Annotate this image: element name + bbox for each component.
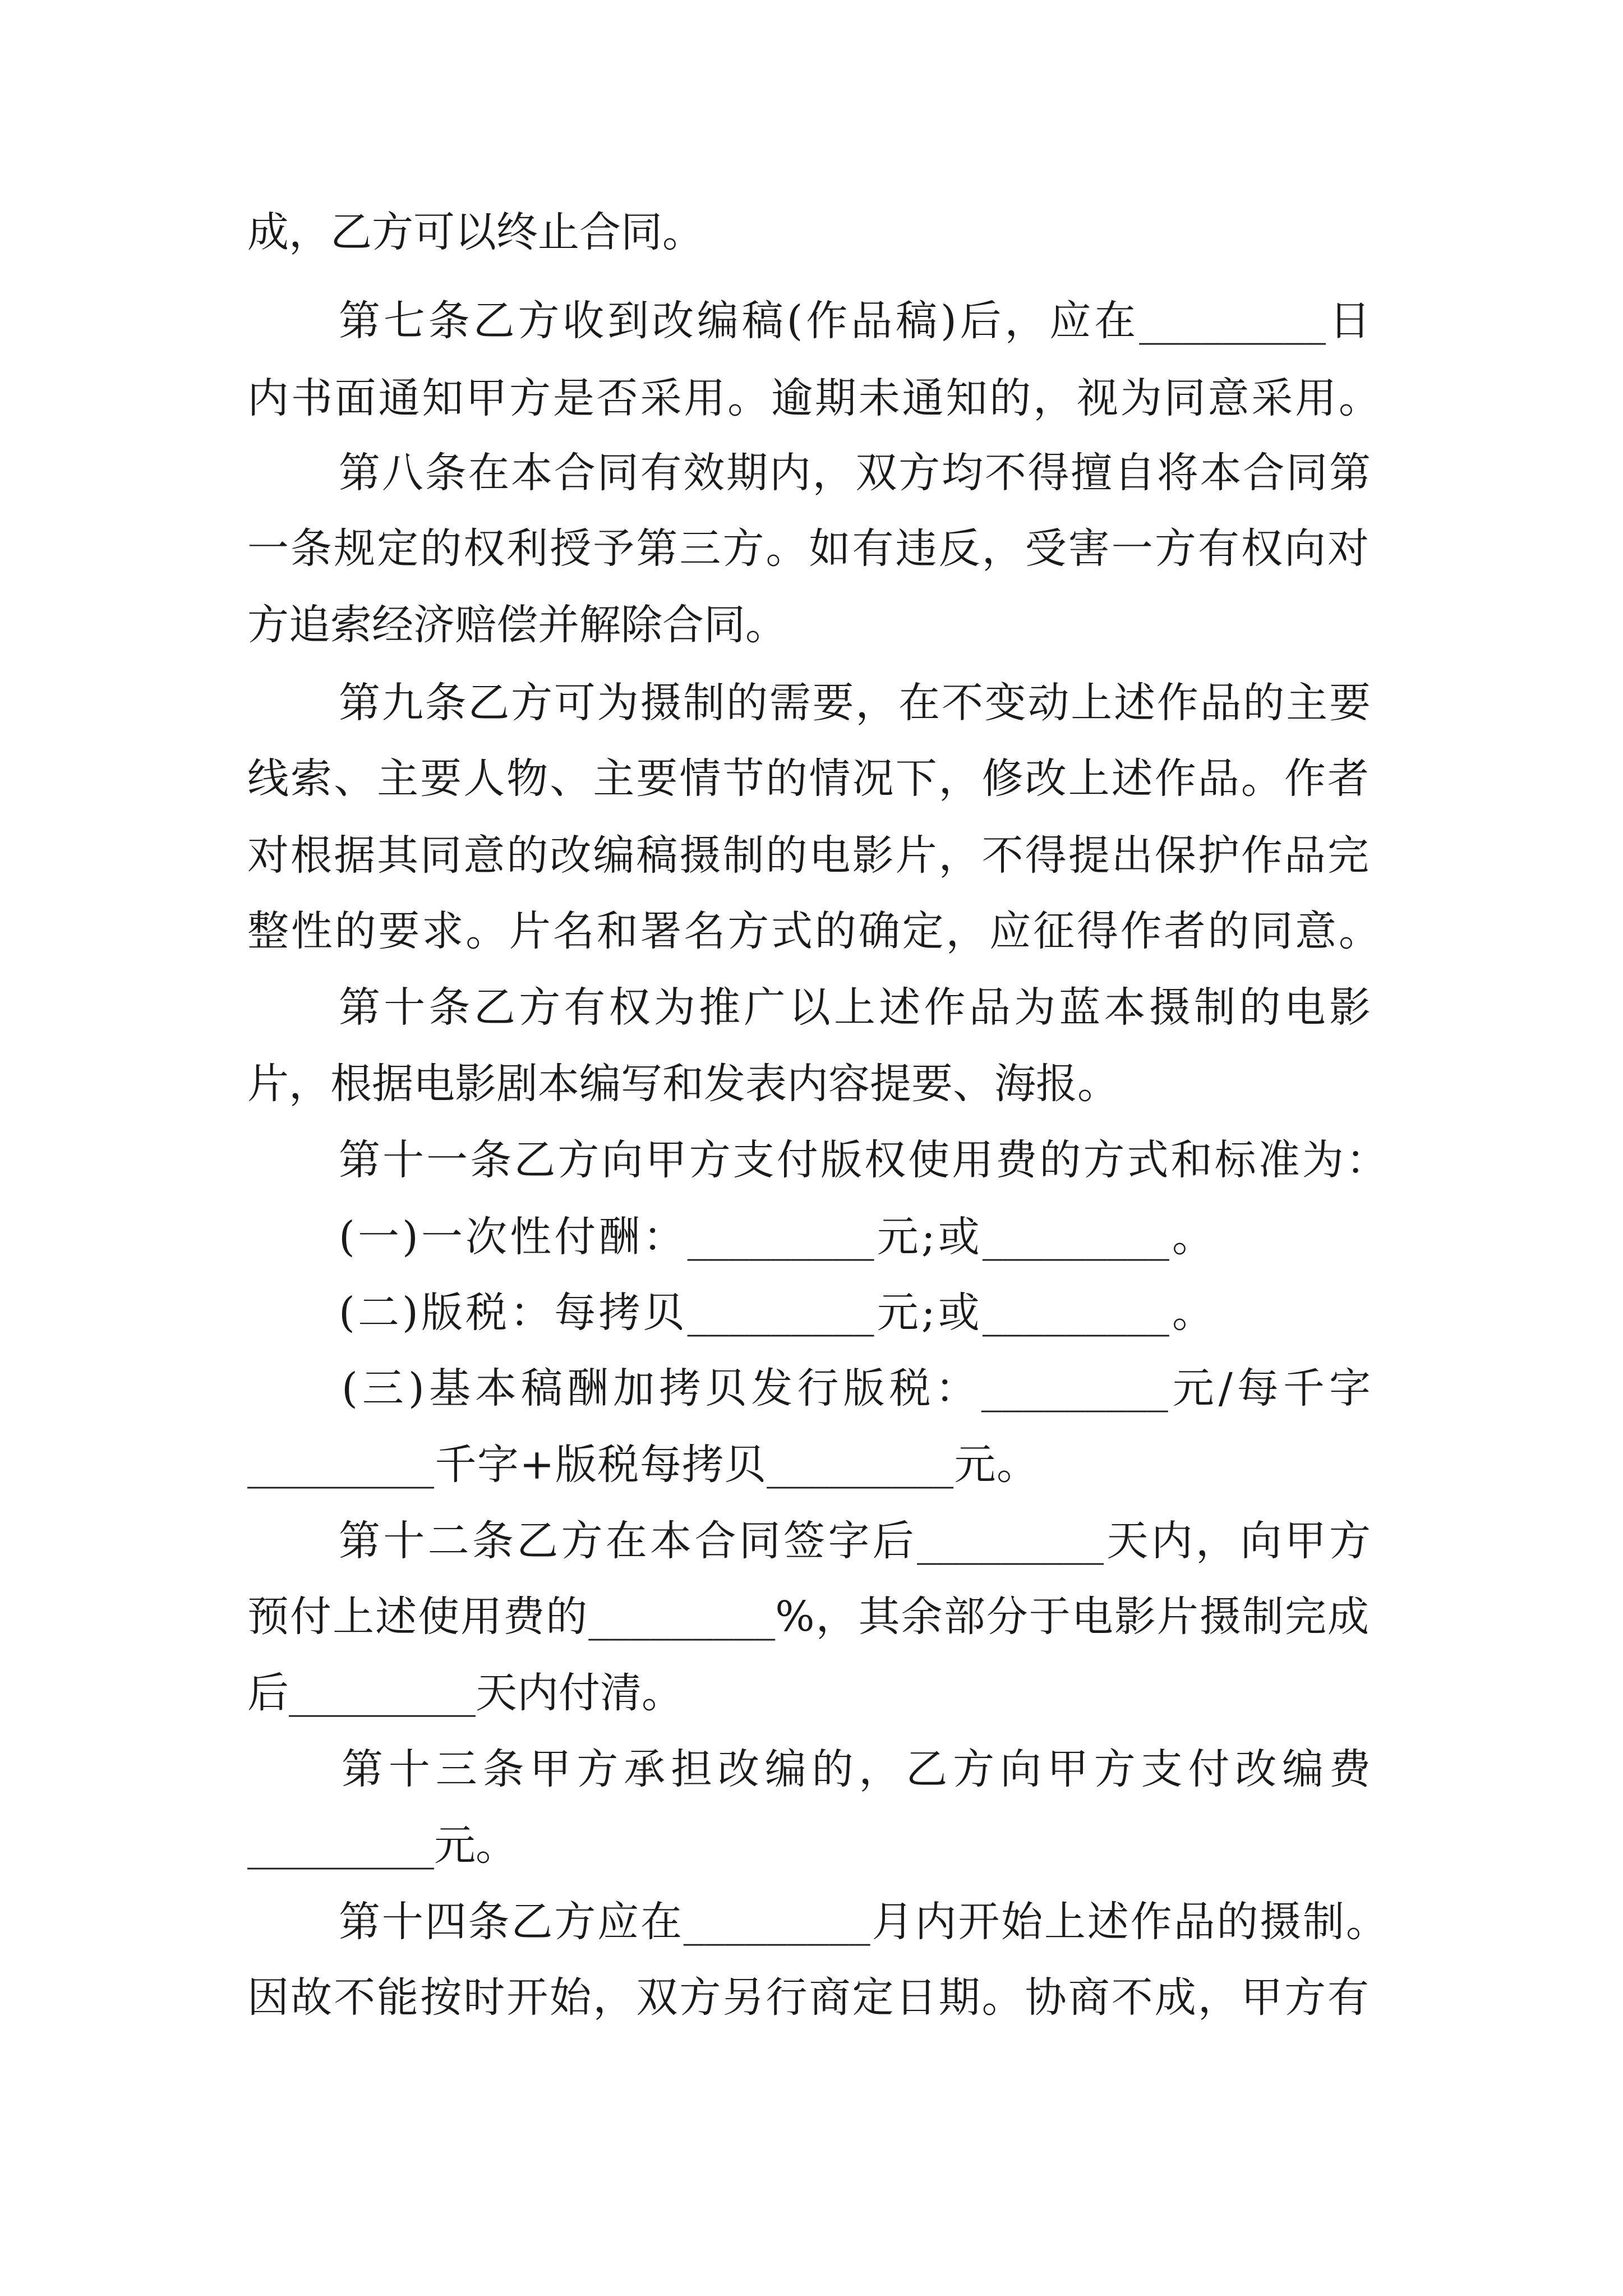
text-line: 预付上述使用费的_________%，其余部分于电影片摄制完成: [247, 1593, 1369, 1641]
text-line: 第十一条乙方向甲方支付版权使用费的方式和标准为：: [339, 1136, 1387, 1184]
text-line: 第七条乙方收到改编稿(作品稿)后，应在_________日: [339, 297, 1371, 345]
text-line: 因故不能按时开始，双方另行商定日期。协商不成，甲方有: [247, 1973, 1369, 2022]
text-line: _________元。: [247, 1821, 517, 1870]
text-line: 内书面通知甲方是否采用。逾期未通知的，视为同意采用。: [247, 374, 1380, 422]
text-line: 片，根据电影剧本编写和发表内容提要、海报。: [247, 1060, 1119, 1108]
text-line: (二)版税：每拷贝_________元;或_________。: [339, 1289, 1214, 1337]
text-line: 一条规定的权利授予第三方。如有违反，受害一方有权向对: [247, 524, 1369, 573]
text-line: 对根据其同意的改编稿摄制的电影片，不得提出保护作品完: [247, 831, 1369, 880]
text-line: 成，乙方可以终止合同。: [247, 208, 704, 256]
text-line: 第八条在本合同有效期内，双方均不得擅自将本合同第: [339, 449, 1371, 497]
text-line: (三)基本稿酬加拷贝发行版税：_________元/每千字: [342, 1364, 1371, 1412]
text-line: 第九条乙方可为摄制的需要，在不变动上述作品的主要: [339, 679, 1371, 727]
text-line: 后_________天内付清。: [247, 1669, 683, 1717]
text-line: 第十二条乙方在本合同签字后_________天内，向甲方: [339, 1517, 1371, 1565]
text-line: 第十四条乙方应在_________月内开始上述作品的摄制。: [339, 1898, 1387, 1946]
text-line: 方追索经济赔偿并解除合同。: [247, 601, 787, 649]
text-line: 整性的要求。片名和署名方式的确定，应征得作者的同意。: [247, 907, 1380, 955]
text-line: _________千字+版税每拷贝_________元。: [247, 1441, 1038, 1489]
text-line: (一)一次性付酬：_________元;或_________。: [339, 1213, 1214, 1261]
text-line: 第十条乙方有权为推广以上述作品为蓝本摄制的电影: [339, 983, 1371, 1032]
text-line: 线索、主要人物、主要情节的情况下，修改上述作品。作者: [247, 754, 1369, 803]
text-line: 第十三条甲方承担改编的，乙方向甲方支付改编费: [342, 1745, 1371, 1793]
